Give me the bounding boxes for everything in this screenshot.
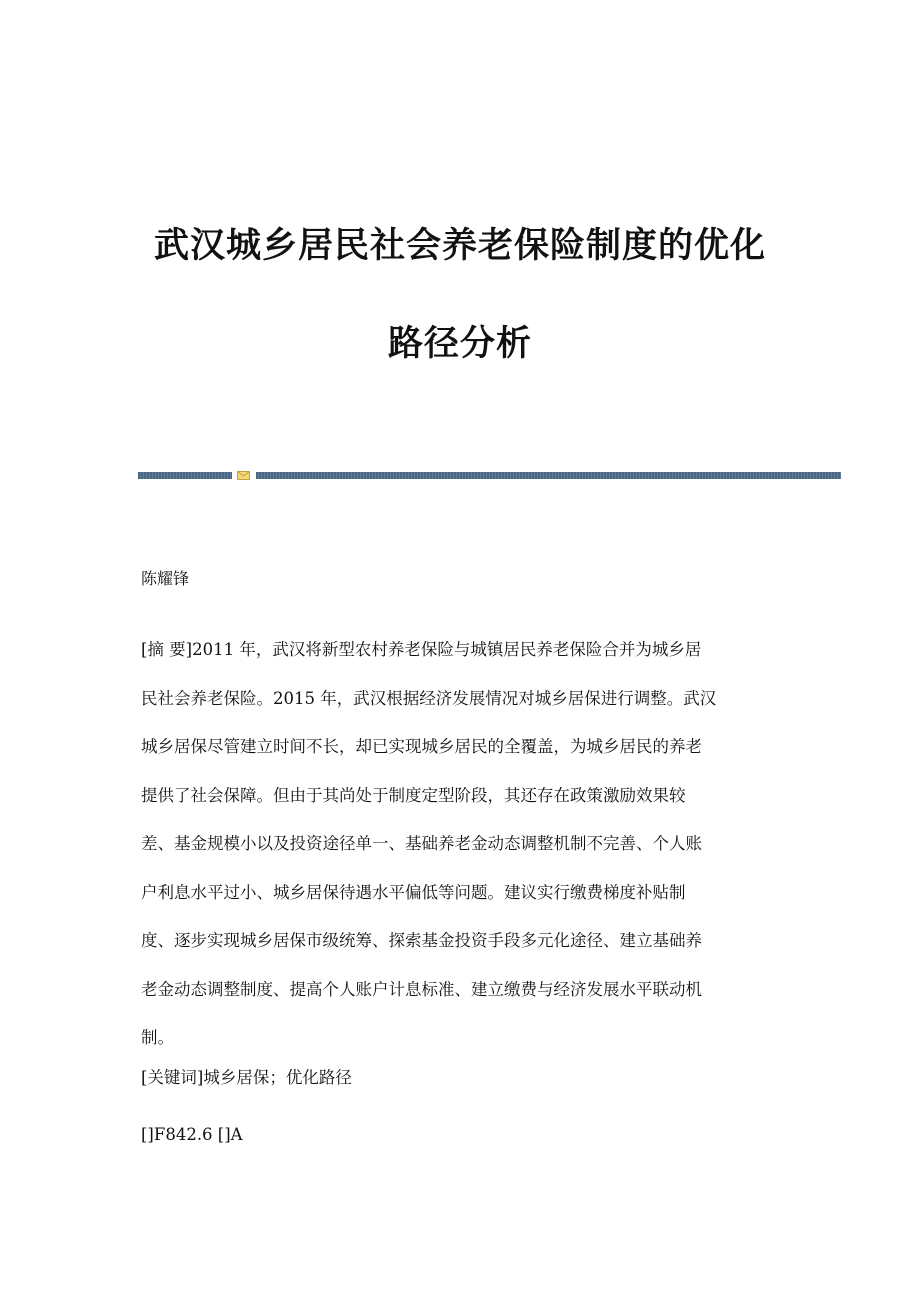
abstract-line: 户利息水平过小、城乡居保待遇水平偏低等问题。建议实行缴费梯度补贴制 bbox=[141, 882, 686, 902]
abstract-line: 差、基金规模小以及投资途径单一、基础养老金动态调整机制不完善、个人账 bbox=[141, 834, 702, 853]
abstract bbox=[141, 626, 781, 1063]
abstract-line: 民社会养老保险。2015 年，武汉根据经济发展情况对城乡居保进行调整。武汉 bbox=[141, 688, 717, 708]
abstract-line: 制。 bbox=[141, 1028, 174, 1047]
abstract-line: 提供了社会保障。但由于其尚处于制度定型阶段，其还存在政策激励效果较 bbox=[141, 785, 686, 805]
envelope-ornament-icon bbox=[237, 470, 250, 481]
document-title-line-2: 路径分析 bbox=[387, 324, 532, 364]
abstract-line: 度、逐步实现城乡居保市级统筹、探索基金投资手段多元化途径、建立基础养 bbox=[141, 931, 702, 950]
abstract-line: 老金动态调整制度、提高个人账户计息标准、建立缴费与经济发展水平联动机 bbox=[141, 979, 702, 999]
title-divider bbox=[138, 470, 841, 480]
divider-bar-left bbox=[138, 472, 232, 479]
abstract-line: [摘 要]2011 年，武汉将新型农村养老保险与城镇居民养老保险合并为城乡居 bbox=[141, 640, 702, 659]
document-title-line-1: 武汉城乡居民社会养老保险制度的优化 bbox=[153, 226, 766, 266]
abstract-line: 城乡居保尽管建立时间不长，却已实现城乡居民的全覆盖，为城乡居民的养老 bbox=[141, 737, 702, 756]
keywords: [关键词]城乡居保；优化路径 bbox=[141, 1068, 352, 1087]
divider-bar-right bbox=[256, 472, 841, 479]
classification-code: []F842.6 []A bbox=[141, 1125, 243, 1144]
author-name: 陈耀锋 bbox=[141, 569, 190, 588]
